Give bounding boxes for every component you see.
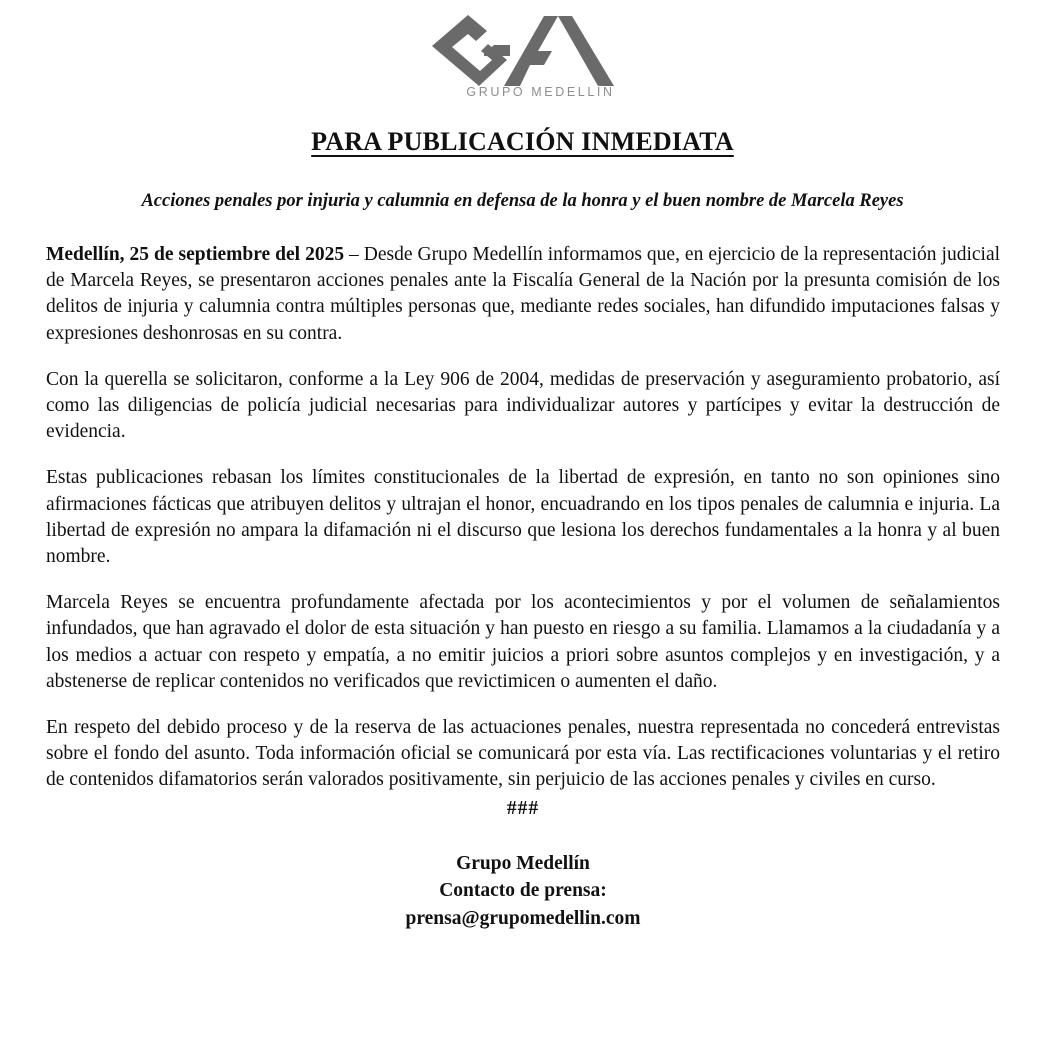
- paragraph-2: Con la querella se solicitaron, conforme a la Ley 906 de 2004, medidas de preservación y aseguramiento probatorio, así como las diligencias de policía judicial necesarias para individualizar autores y partícipes y evitar la destrucción de evidencia.: [46, 368, 1000, 443]
- paragraph-5: En respeto del debido proceso y de la reserva de las actuaciones penales, nuestra representada no concederá entrevistas sobre el fondo del asunto. Toda información oficial se comunicará por esta vía. Las rectificaciones voluntarias y el retiro de contenidos difamatorios serán valorados positivamente, sin perjuicio de las acciones penales y civiles en curso.: [46, 717, 1000, 791]
- logo-wordmark: GRUPO MEDELLÍN: [466, 85, 615, 99]
- dateline: Medellín, 25 de septiembre del 2025: [46, 244, 345, 265]
- contact-block: [46, 850, 1000, 933]
- paragraph-1-text: Desde Grupo Medellín informamos que, en ejercicio de la representación judicial de Marcela Reyes, se presentaron acciones penales ante la Fiscalía General de la Nación por la presunta comisión de los delitos de injuria y calumnia contra múltiples personas que, mediante redes sociales, han difundido imputaciones falsas y expresiones deshonrosas en su contra.: [46, 244, 1001, 344]
- contact-label: Contacto de prensa:: [439, 880, 607, 902]
- grupo-medellin-monogram-icon: [432, 14, 614, 91]
- contact-company: Grupo Medellín: [456, 852, 590, 874]
- page-title: PARA PUBLICACIÓN INMEDIATA: [311, 127, 734, 156]
- end-marker: ###: [506, 797, 540, 819]
- paragraph-1: [46, 242, 1000, 347]
- logo-block: [0, 0, 1045, 99]
- document-body: [0, 242, 1045, 932]
- paragraph-3: Estas publicaciones rebasan los límites constitucionales de la libertad de expresión, en tanto no son opiniones sino afirmaciones fácticas que atribuyen delitos y ultrajan el honor, encuadrando en los tipos penales de calumnia e injuria. La libertad de expresión no ampara la difamación ni el discurso que lesiona los derechos fundamentales a la honra y al buen nombre.: [46, 467, 1000, 568]
- contact-email[interactable]: prensa@grupomedellin.com: [405, 907, 641, 929]
- dateline-separator: –: [344, 244, 364, 265]
- paragraph-4: Marcela Reyes se encuentra profundamente afectada por los acontecimientos y por el volumen de señalamientos infundados, que han agravado el dolor de esta situación y han puesto en riesgo a su familia. Llamamos a la ciudadanía y a los medios a actuar con respeto y empatía, a no emitir juicios a priori sobre asuntos complejos y en investigación, y a abstenerse de replicar contenidos no verificados que revictimicen o aumenten el daño.: [46, 592, 1000, 692]
- page-subtitle: Acciones penales por injuria y calumnia en defensa de la honra y el buen nombre de Marcela Reyes: [141, 191, 904, 211]
